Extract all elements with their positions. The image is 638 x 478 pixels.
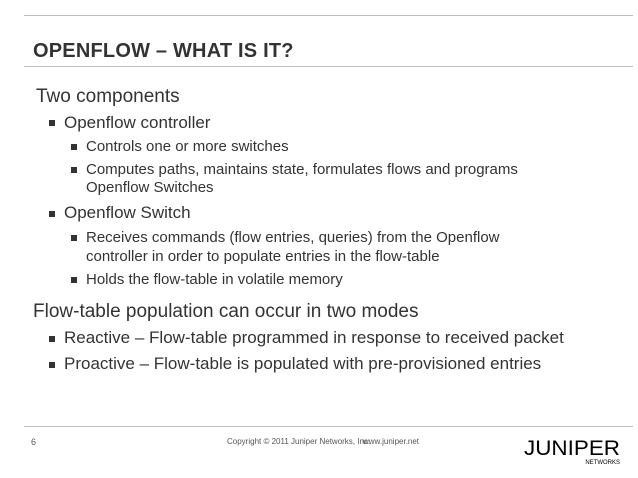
bullet-square-icon: [71, 235, 77, 241]
bullet-item: Openflow Switch: [64, 203, 191, 222]
footer-divider: [24, 426, 633, 427]
bullet-item: Reactive – Flow-table programmed in response to received packet: [64, 328, 564, 347]
sub-bullet-item: Receives commands (flow entries, queries) from the Openflow: [86, 229, 500, 246]
slide-title: OPENFLOW – WHAT IS IT?: [33, 40, 294, 62]
juniper-logo: [522, 436, 622, 466]
bullet-item: Openflow controller: [64, 113, 211, 132]
sub-bullet-item: Computes paths, maintains state, formulates flows and programs: [86, 161, 518, 178]
bullet-item: Proactive – Flow-table is populated with pre-provisioned entries: [64, 354, 542, 373]
sub-bullet-item: Holds the flow-table in volatile memory: [86, 271, 343, 288]
page-number: 6: [31, 437, 37, 447]
sub-bullet-item-continued: controller in order to populate entries in the flow-table: [86, 248, 440, 265]
bullet-square-icon: [49, 211, 55, 217]
logo-subtext: NETWORKS: [585, 460, 620, 466]
bullet-square-icon: [71, 144, 77, 150]
copyright-text: Copyright © 2011 Juniper Networks, Inc.: [227, 437, 371, 446]
sub-bullet-item-continued: Openflow Switches: [86, 179, 214, 196]
bullet-square-icon: [49, 120, 55, 126]
section-heading: Two components: [36, 86, 180, 107]
section-heading: Flow-table population can occur in two modes: [33, 301, 419, 322]
website-text: www.juniper.net: [363, 437, 420, 446]
logo-wordmark: JUNIPER: [524, 437, 620, 460]
bullet-square-icon: [49, 362, 55, 368]
bullet-square-icon: [71, 277, 77, 283]
bullet-square-icon: [49, 336, 55, 342]
bullet-square-icon: [71, 167, 77, 173]
sub-bullet-item: Controls one or more switches: [86, 138, 289, 155]
